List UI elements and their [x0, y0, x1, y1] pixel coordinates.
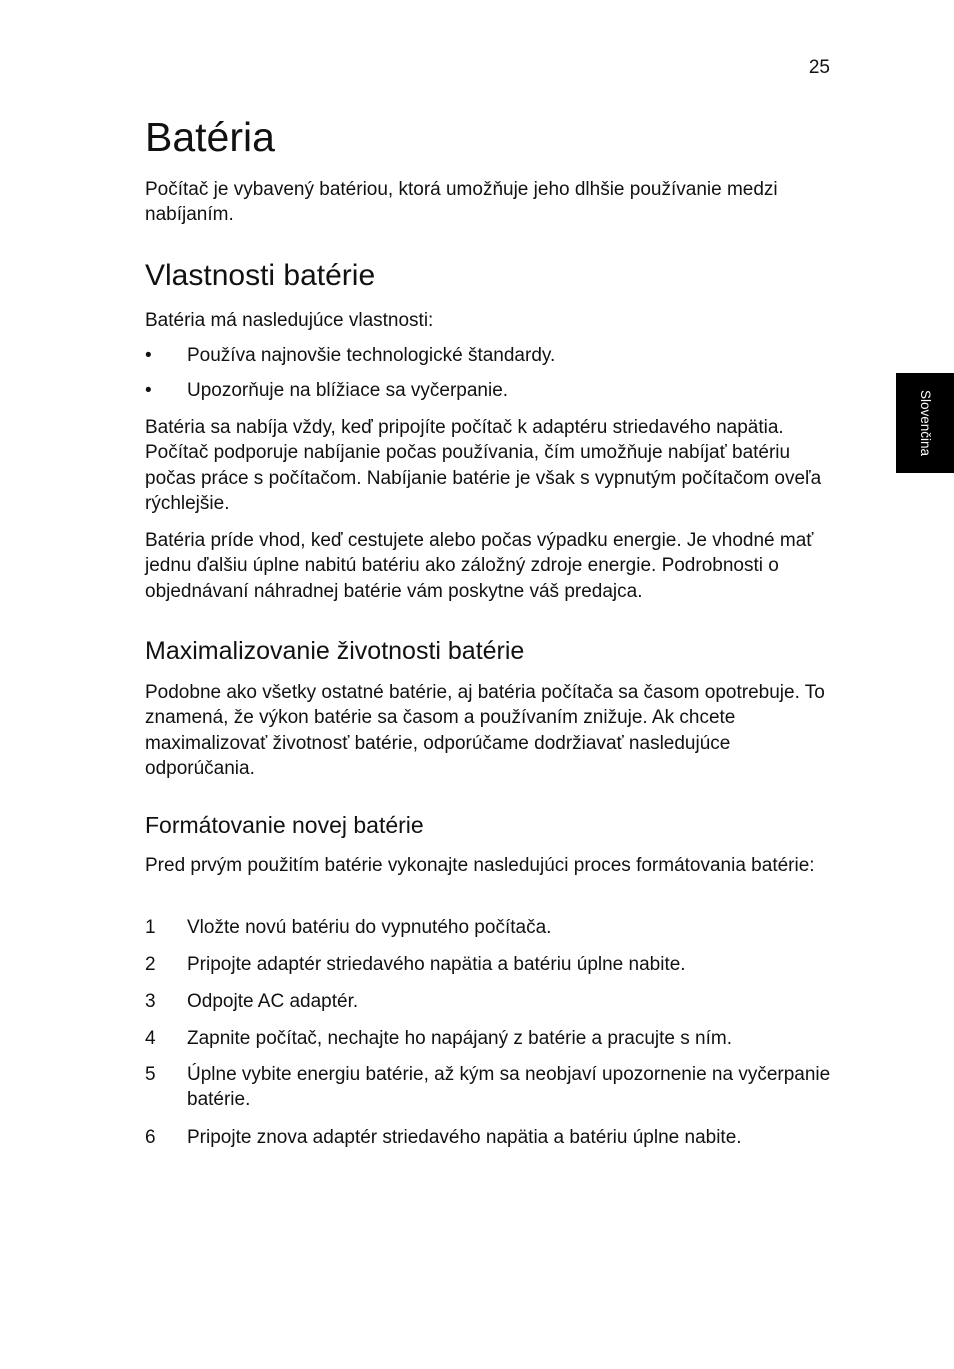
step-text: Odpojte AC adaptér.: [187, 991, 359, 1012]
properties-paragraph-charging: Batéria sa nabíja vždy, keď pripojíte počítač k adaptéru striedavého napätia. Počítač podporuje nabíjanie počas používania, čím umožňuje nabíjať batériu počas práce s počítačom. Nabíjanie batérie je však s vypnutým počítačom oveľa rýchlejšie.: [145, 417, 822, 514]
step-number: 5: [145, 1064, 156, 1085]
bullet-marker: •: [145, 345, 152, 366]
step-text: Pripojte znova adaptér striedavého napätia a batériu úplne nabite.: [187, 1127, 742, 1148]
language-tab-label: Slovenčina: [918, 389, 933, 457]
page-number: 25: [808, 57, 830, 78]
maximizing-paragraph: Podobne ako všetky ostatné batérie, aj batéria počítača sa časom opotrebuje. To znamená, že výkon batérie sa časom a používaním znižuje. Ak chcete maximalizovať životnosť batérie, odporúčame dodržiavať nasledujúce odporúčania.: [145, 682, 825, 779]
bullet-text: Upozorňuje na blížiace sa vyčerpanie.: [187, 380, 509, 401]
step-number: 3: [145, 991, 156, 1012]
bullet-text: Používa najnovšie technologické štandardy.: [187, 345, 556, 366]
step-text: Úplne vybite energiu batérie, až kým sa neobjaví upozornenie na vyčerpanie batérie.: [187, 1064, 831, 1111]
step-number: 6: [145, 1127, 156, 1148]
properties-lead: Batéria má nasledujúce vlastnosti:: [145, 310, 434, 331]
step-number: 2: [145, 954, 156, 975]
bullet-marker: •: [145, 380, 152, 401]
section-heading-formatting: Formátovanie novej batérie: [145, 812, 424, 838]
step-text: Pripojte adaptér striedavého napätia a batériu úplne nabite.: [187, 954, 686, 975]
page-title: Batéria: [145, 114, 275, 160]
intro-paragraph: Počítač je vybavený batériou, ktorá umožňuje jeho dlhšie používanie medzi nabíjaním.: [145, 179, 778, 226]
step-number: 4: [145, 1028, 156, 1049]
step-text: Zapnite počítač, nechajte ho napájaný z batérie a pracujte s ním.: [187, 1028, 732, 1049]
formatting-lead: Pred prvým použitím batérie vykonajte nasledujúci proces formátovania batérie:: [145, 855, 815, 876]
properties-paragraph-travel: Batéria príde vhod, keď cestujete alebo počas výpadku energie. Je vhodné mať jednu ďalšiu úplne nabitú batériu ako záložný zdroje energie. Podrobnosti o objednávaní náhradnej batérie vám poskytne váš predajca.: [145, 530, 814, 602]
step-text: Vložte novú batériu do vypnutého počítača.: [187, 917, 552, 938]
step-number: 1: [145, 917, 156, 938]
language-tab: [896, 373, 954, 473]
section-heading-properties: Vlastnosti batérie: [145, 259, 376, 292]
section-heading-maximizing: Maximalizovanie životnosti batérie: [145, 637, 525, 665]
